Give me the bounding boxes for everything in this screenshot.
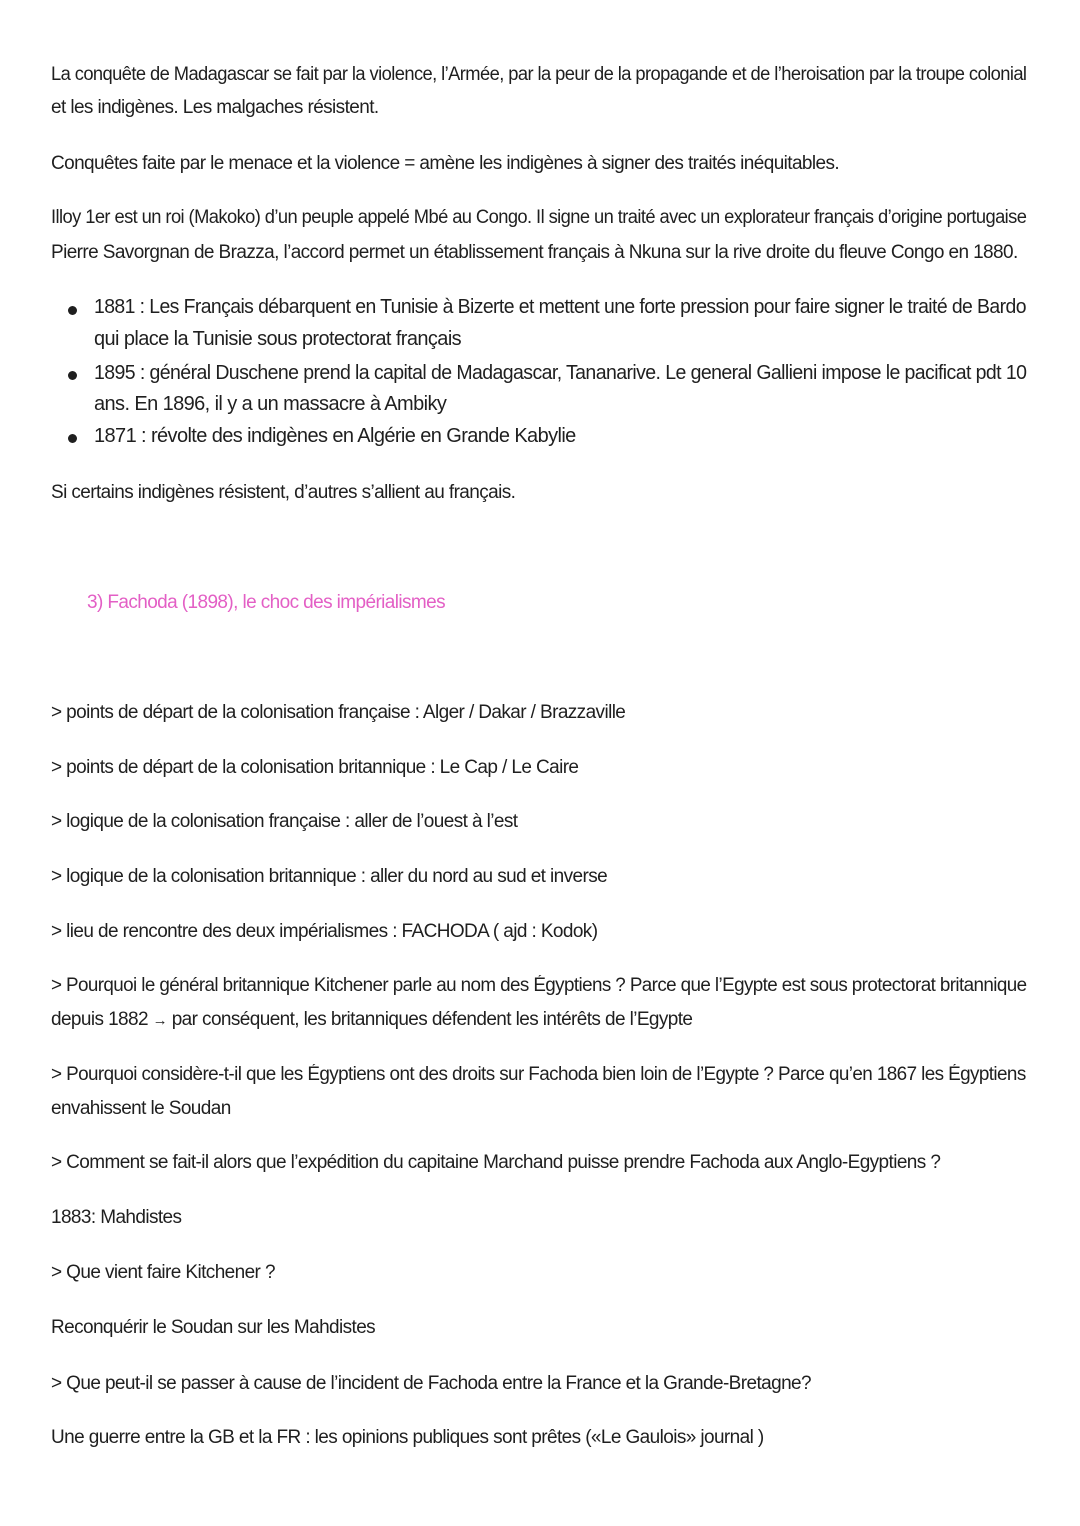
paragraph-illoy-line1: Illoy 1er est un roi (Makoko) d’un peuple appelé Mbé au Congo. Il signe un traité avec un explorateur français d’origine portugaise	[51, 207, 1027, 228]
paragraph-conquetes: Conquêtes faite par le menace et la violence = amène les indigènes à signer des traités inéquitables.	[51, 153, 840, 174]
bullet-item-1881-line2: qui place la Tunisie sous protectorat français	[94, 328, 462, 350]
bullet-item-1871: 1871 : révolte des indigènes en Algérie en Grande Kabylie	[94, 425, 576, 447]
question-logique-britannique: > logique de la colonisation britannique : aller du nord au sud et inverse	[51, 866, 608, 887]
question-marchand: > Comment se fait-il alors que l’expédition du capitaine Marchand puisse prendre Fachoda aux Anglo-Egyptiens ?	[51, 1152, 941, 1173]
bullet-dot	[68, 371, 77, 380]
paragraph-madagascar-line1: La conquête de Madagascar se fait par la violence, l’Armée, par la peur de la propagande et de l’heroisation par la troupe colonial	[51, 64, 1027, 85]
bullet-item-1881-line1: 1881 : Les Français débarquent en Tunisie à Bizerte et mettent une forte pression pour faire signer le traité de Bardo	[94, 296, 1026, 318]
paragraph-illoy-line2: Pierre Savorgnan de Brazza, l’accord permet un établissement français à Nkuna sur la rive droite du fleuve Congo en 1880.	[51, 242, 1018, 263]
answer-guerre: Une guerre entre la GB et la FR : les opinions publiques sont prêtes («Le Gaulois» journal )	[51, 1427, 764, 1448]
paragraph-allies: Si certains indigènes résistent, d’autres s’allient au français.	[51, 482, 516, 503]
question-kitchener: > Que vient faire Kitchener ?	[51, 1262, 275, 1283]
question-depart-france: > points de départ de la colonisation française : Alger / Dakar / Brazzaville	[51, 702, 626, 723]
section-heading-fachoda: 3) Fachoda (1898), le choc des impérialismes	[87, 592, 445, 613]
question-logique-france: > logique de la colonisation française : aller de l’ouest à l’est	[51, 811, 518, 832]
bullet-item-1895-line1: 1895 : général Duschene prend la capital de Madagascar, Tananarive. Le general Gallieni impose le pacificat pdt 10	[94, 362, 1027, 384]
question-incident: > Que peut-il se passer à cause de l’incident de Fachoda entre la France et la Grande-Bretagne?	[51, 1373, 811, 1394]
text-depuis-1882: depuis 1882	[51, 1009, 148, 1030]
question-kitchener-egyptiens-line2	[51, 1003, 692, 1037]
paragraph-madagascar-line2: et les indigènes. Les malgaches résistent.	[51, 97, 379, 118]
question-droits-fachoda-line1: > Pourquoi considère-t-il que les Égyptiens ont des droits sur Fachoda bien loin de l’Egypte ? Parce qu’en 1867 les Égyptiens	[51, 1064, 1026, 1085]
bullet-item-1895-line2: ans. En 1896, il y a un massacre à Ambiky	[94, 393, 447, 415]
question-kitchener-egyptiens-line1: > Pourquoi le général britannique Kitchener parle au nom des Égyptiens ? Parce que l’Egypte est sous protectorat britannique	[51, 975, 1027, 996]
question-depart-britannique: > points de départ de la colonisation britannique : Le Cap / Le Caire	[51, 757, 579, 778]
question-droits-fachoda-line2: envahissent le Soudan	[51, 1098, 231, 1119]
bullet-dot	[68, 434, 77, 443]
answer-reconquerir: Reconquérir le Soudan sur les Mahdistes	[51, 1317, 376, 1338]
arrow-right-icon: →	[152, 1012, 168, 1029]
text-par-consequent: par conséquent, les britanniques défendent les intérêts de l’Egypte	[171, 1009, 693, 1030]
answer-mahdistes: 1883: Mahdistes	[51, 1207, 182, 1228]
question-lieu-rencontre: > lieu de rencontre des deux impérialismes : FACHODA ( ajd : Kodok)	[51, 921, 598, 942]
bullet-dot	[68, 306, 77, 315]
